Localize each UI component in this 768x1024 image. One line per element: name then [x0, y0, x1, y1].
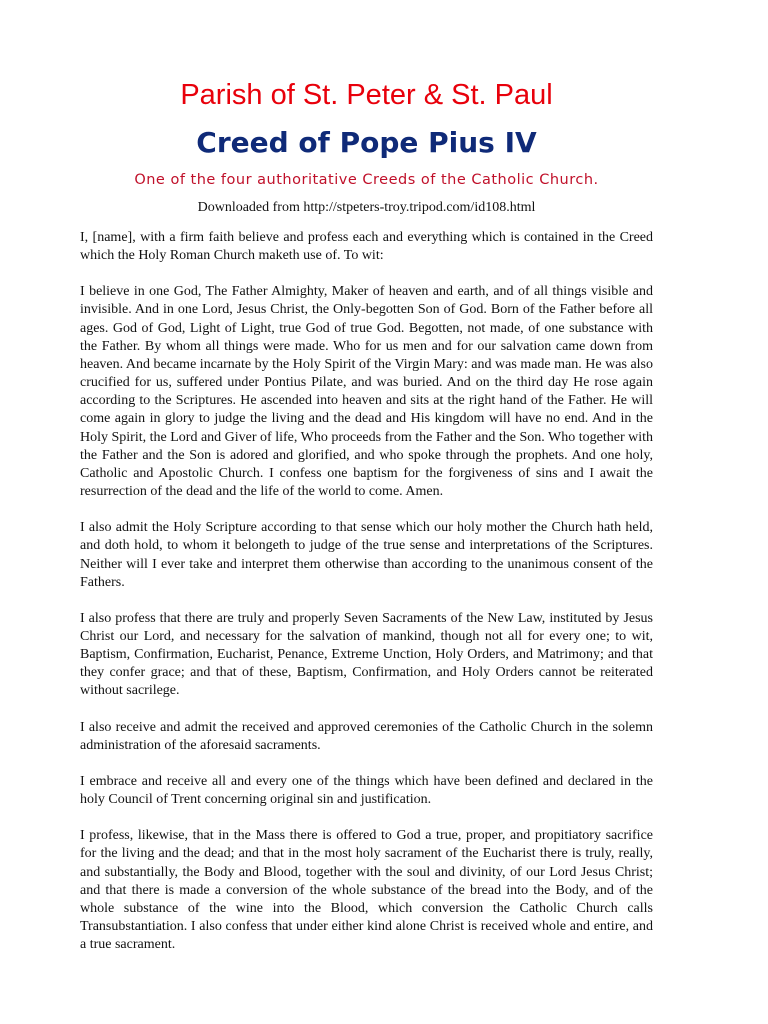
paragraph-nicene-creed: I believe in one God, The Father Almighty, Maker of heaven and earth, and of all things visible and invisible. And in one Lord, Jesus Christ, the Only-begotten Son of God. Born of the Father before all ages. God of God, Light of Light, true God of true God. Begotten, not made, of one substance with the Father. By whom all things were made. Who for us men and for our salvation came down from heaven. And became incarnate by the Holy Spirit of the Virgin Mary: and was made man. He was also crucified for us, suffered under Pontius Pilate, and was buried. And on the third day He rose again according to the Scriptures. He ascended into heaven and sits at the right hand of the Father. He will come again in glory to judge the living and the dead and His kingdom will have no end. And in the Holy Spirit, the Lord and Giver of life, Who proceeds from the Father and the Son. Who together with the Father and the Son is adored and glorified, and who spoke through the prophets. And one holy, Catholic and Apostolic Church. I confess one baptism for the forgiveness of sins and I await the resurrection of the dead and the life of the world to come. Amen. — [80, 284, 653, 500]
paragraph-council-of-trent: I embrace and receive all and every one of the things which have been defined and declared in the holy Council of Trent concerning original sin and justification. — [80, 773, 653, 808]
creed-body — [80, 229, 653, 954]
document-page — [80, 0, 653, 972]
paragraph-ceremonies: I also receive and admit the received and approved ceremonies of the Catholic Church in the solemn administration of the aforesaid sacraments. — [80, 719, 653, 753]
paragraph-mass-eucharist: I profess, likewise, that in the Mass there is offered to God a true, proper, and propitiatory sacrifice for the living and the dead; and that in the most holy sacrament of the Eucharist there is truly, really, and substantially, the Body and Blood, together with the soul and divinity, of our Lord Jesus Christ; and that there is made a conversion of the whole substance of the bread into the Body, and of the whole substance of the wine into the Blood, which conversion the Catholic Church calls Transubstantiation. I also confess that under either kind alone Christ is received whole and entire, and a true sacrament. — [80, 828, 653, 953]
paragraph-holy-scripture: I also admit the Holy Scripture according to that sense which our holy mother the Church hath held, and doth hold, to whom it belongeth to judge of the true sense and interpretations of the Scriptures. Neither will I ever take and interpret them otherwise than according to the unanimous consent of the Fathers. — [80, 520, 653, 590]
paragraph-seven-sacraments: I also profess that there are truly and properly Seven Sacraments of the New Law, instituted by Jesus Christ our Lord, and necessary for the salvation of mankind, though not all for every one; to wit, Baptism, Confirmation, Eucharist, Penance, Extreme Unction, Holy Orders, and Matrimony; and that they confer grace; and that of these, Baptism, Confirmation, and Holy Orders cannot be reiterated without sacrilege. — [80, 610, 653, 699]
parish-title: Parish of St. Peter & St. Paul — [180, 79, 553, 111]
creed-title: Creed of Pope Pius IV — [196, 126, 537, 159]
creed-tagline: One of the four authoritative Creeds of the Catholic Church. — [134, 172, 599, 188]
download-source-line: Downloaded from http://stpeters-troy.tripod.com/id108.html — [197, 200, 536, 215]
paragraph-intro: I, [name], with a firm faith believe and profess each and everything which is contained in the Creed which the Holy Roman Church maketh use of. To wit: — [80, 230, 653, 264]
